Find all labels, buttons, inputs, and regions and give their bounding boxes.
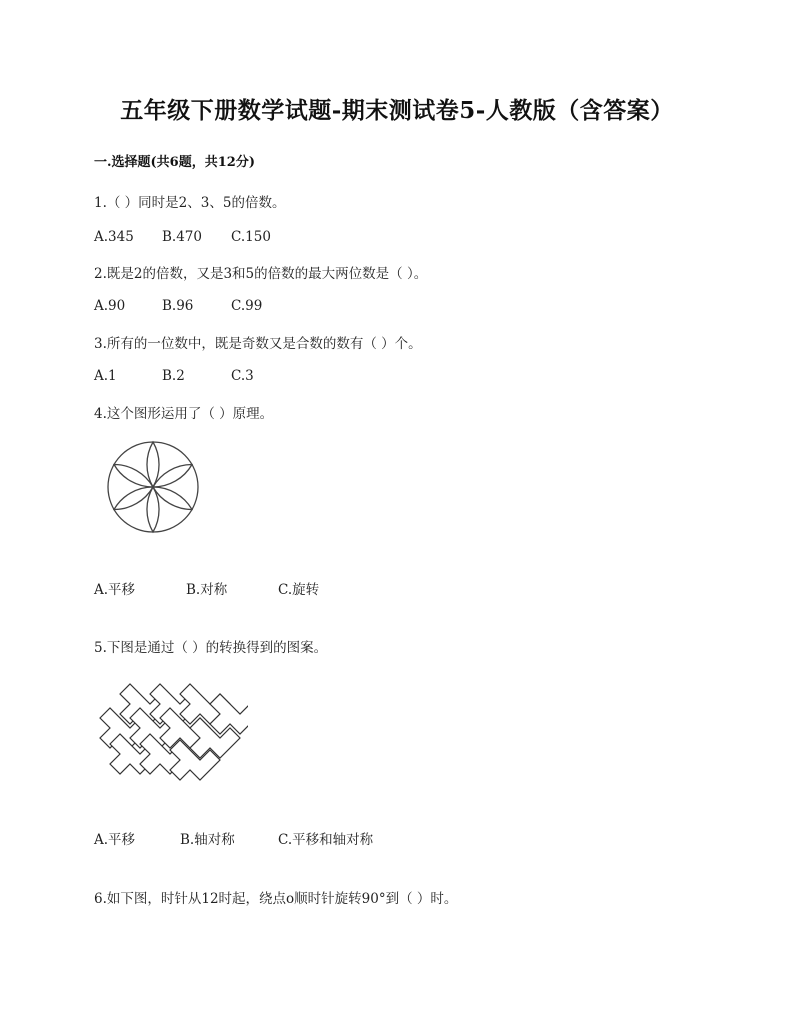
question-3-stem: 3.所有的一位数中，既是奇数又是合数的数有（ ）个。 — [94, 336, 422, 352]
question-2-option-a: A.90 — [94, 298, 126, 314]
tiled-pattern-figure — [92, 672, 248, 784]
question-3-option-a: A.1 — [94, 368, 117, 384]
question-1-option-c: C.150 — [231, 229, 271, 245]
question-2-stem: 2.既是2的倍数，又是3和5的倍数的最大两位数是（ ）。 — [94, 266, 428, 282]
question-4-option-b: B.对称 — [186, 582, 228, 598]
question-4-option-a: A.平移 — [94, 582, 136, 598]
question-2-option-b: B.96 — [162, 298, 194, 314]
question-5-option-a: A.平移 — [94, 832, 136, 848]
section-heading: 一.选择题(共6题，共12分) — [94, 155, 255, 170]
question-4-option-c: C.旋转 — [278, 582, 320, 598]
question-3-option-c: C.3 — [231, 368, 254, 384]
circle-rosette-figure — [106, 440, 200, 534]
question-4-stem: 4.这个图形运用了（ ）原理。 — [94, 406, 274, 422]
question-5-stem: 5.下图是通过（ ）的转换得到的图案。 — [94, 640, 328, 656]
question-1-option-b: B.470 — [162, 229, 202, 245]
page-title: 五年级下册数学试题-期末测试卷5-人教版（含答案） — [120, 97, 674, 124]
question-1-option-a: A.345 — [94, 229, 134, 245]
question-2-option-c: C.99 — [231, 298, 263, 314]
question-5-option-c: C.平移和轴对称 — [278, 832, 374, 848]
question-3-option-b: B.2 — [162, 368, 185, 384]
question-6-stem: 6.如下图，时针从12时起，绕点o顺时针旋转90°到（ ）时。 — [94, 891, 458, 907]
question-1-stem: 1.（ ）同时是2、3、5的倍数。 — [94, 195, 286, 211]
question-5-option-b: B.轴对称 — [180, 832, 235, 848]
